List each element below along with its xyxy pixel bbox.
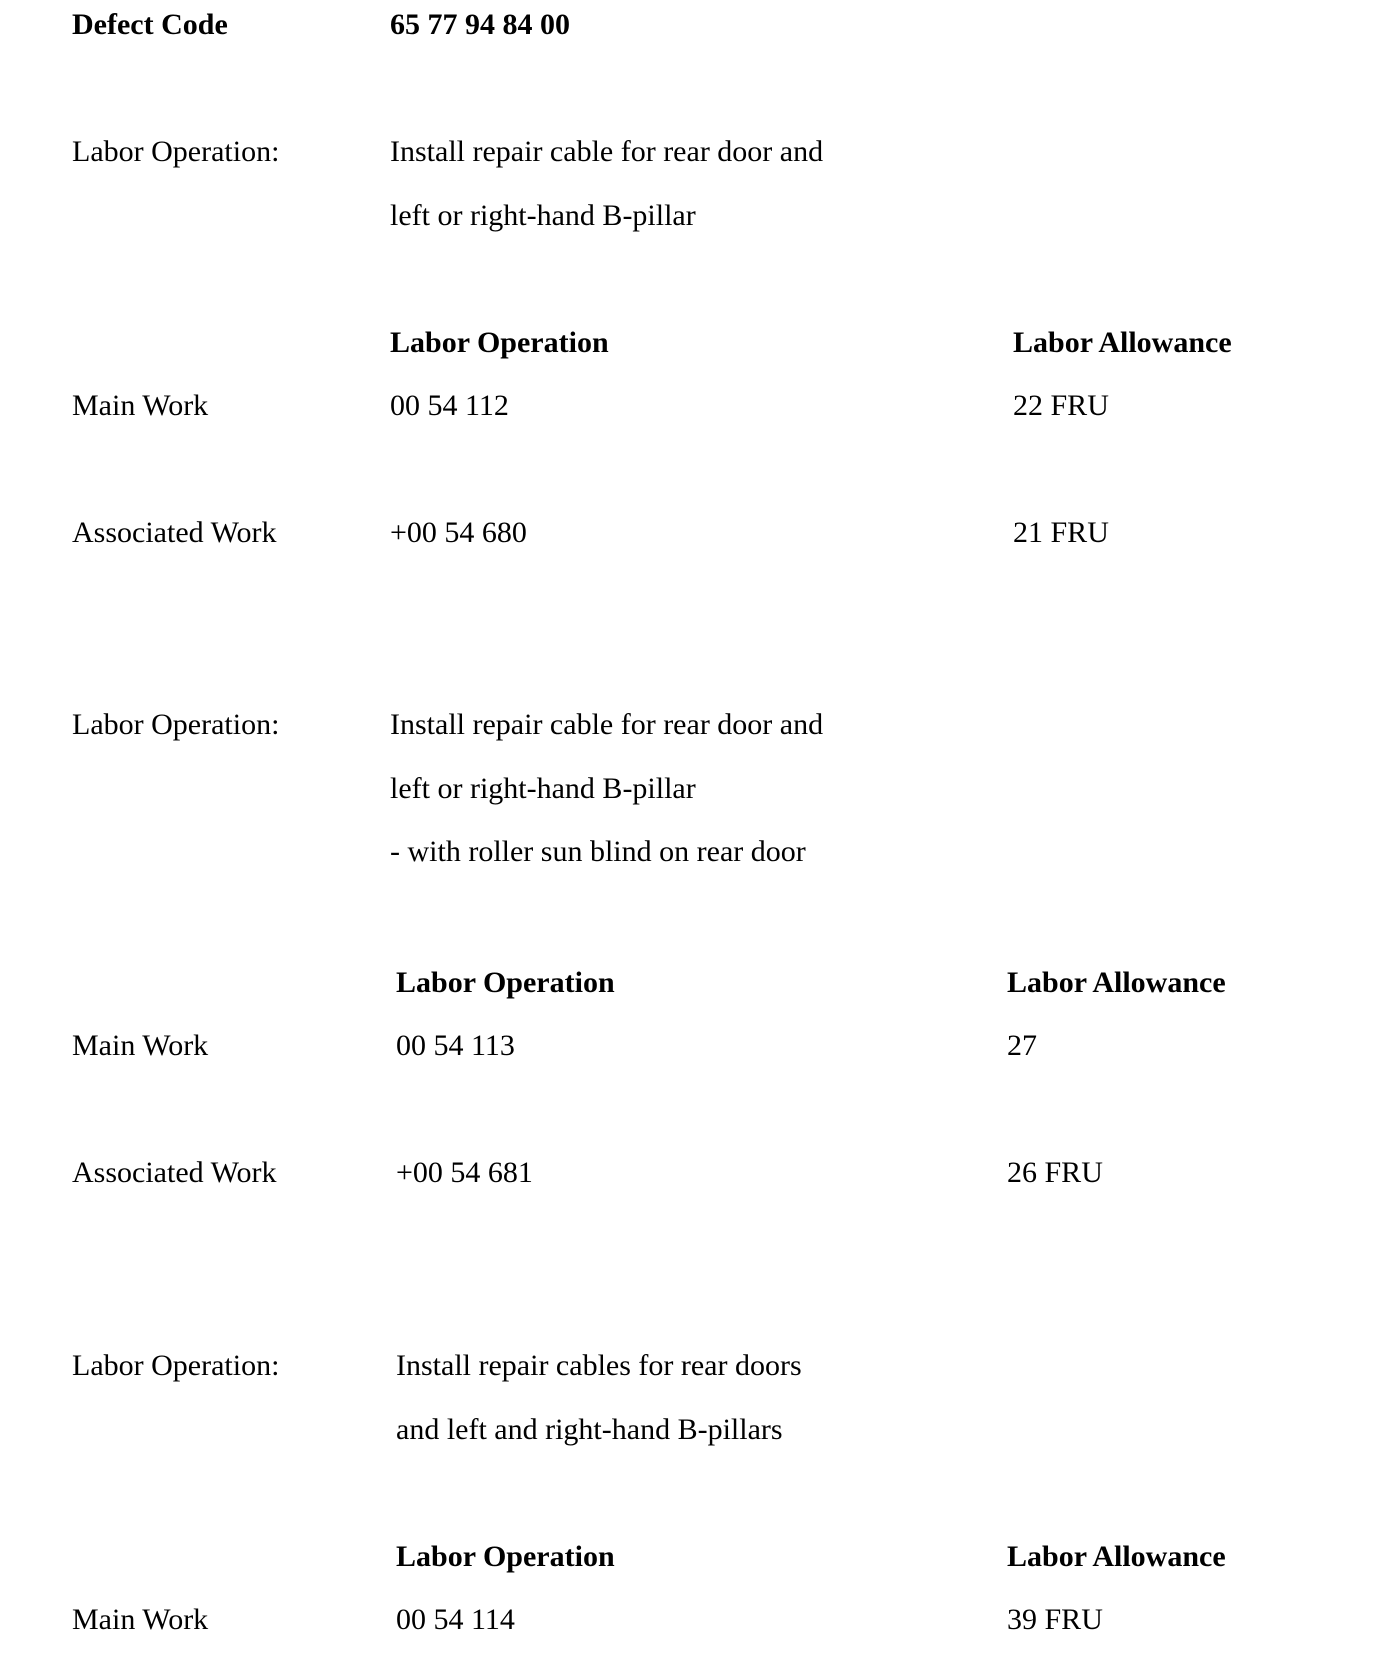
column-header-labor-allowance: Labor Allowance (1007, 1540, 1226, 1573)
associated-work-operation: +00 54 680 (390, 516, 527, 549)
column-header-labor-operation: Labor Operation (396, 1540, 615, 1573)
operation-description-line: Install repair cable for rear door and (390, 135, 824, 168)
operation-description-line: - with roller sun blind on rear door (390, 835, 806, 868)
main-work-label: Main Work (72, 1029, 209, 1062)
main-work-operation: 00 54 114 (396, 1603, 515, 1636)
main-work-allowance: 22 FRU (1013, 389, 1109, 422)
operation-description-line: Install repair cables for rear doors (396, 1349, 802, 1382)
main-work-allowance: 27 (1007, 1029, 1037, 1062)
operation-description-line: Install repair cable for rear door and (390, 708, 824, 741)
operation-description-line: left or right-hand B-pillar (390, 199, 696, 232)
associated-work-operation: +00 54 681 (396, 1156, 533, 1189)
column-header-labor-allowance: Labor Allowance (1013, 326, 1232, 359)
labor-operation-label: Labor Operation: (72, 135, 280, 168)
associated-work-label: Associated Work (72, 516, 277, 549)
associated-work-allowance: 26 FRU (1007, 1156, 1103, 1189)
labor-operation-label: Labor Operation: (72, 708, 280, 741)
column-header-labor-operation: Labor Operation (396, 966, 615, 999)
main-work-allowance: 39 FRU (1007, 1603, 1103, 1636)
column-header-labor-operation: Labor Operation (390, 326, 609, 359)
defect-code-label: Defect Code (72, 8, 228, 41)
main-work-operation: 00 54 112 (390, 389, 509, 422)
associated-work-allowance: 21 FRU (1013, 516, 1109, 549)
main-work-label: Main Work (72, 389, 209, 422)
defect-code-value: 65 77 94 84 00 (390, 8, 570, 41)
main-work-label: Main Work (72, 1603, 209, 1636)
labor-operation-label: Labor Operation: (72, 1349, 280, 1382)
operation-description-line: and left and right-hand B-pillars (396, 1413, 783, 1446)
associated-work-label: Associated Work (72, 1156, 277, 1189)
column-header-labor-allowance: Labor Allowance (1007, 966, 1226, 999)
operation-description-line: left or right-hand B-pillar (390, 772, 696, 805)
main-work-operation: 00 54 113 (396, 1029, 515, 1062)
